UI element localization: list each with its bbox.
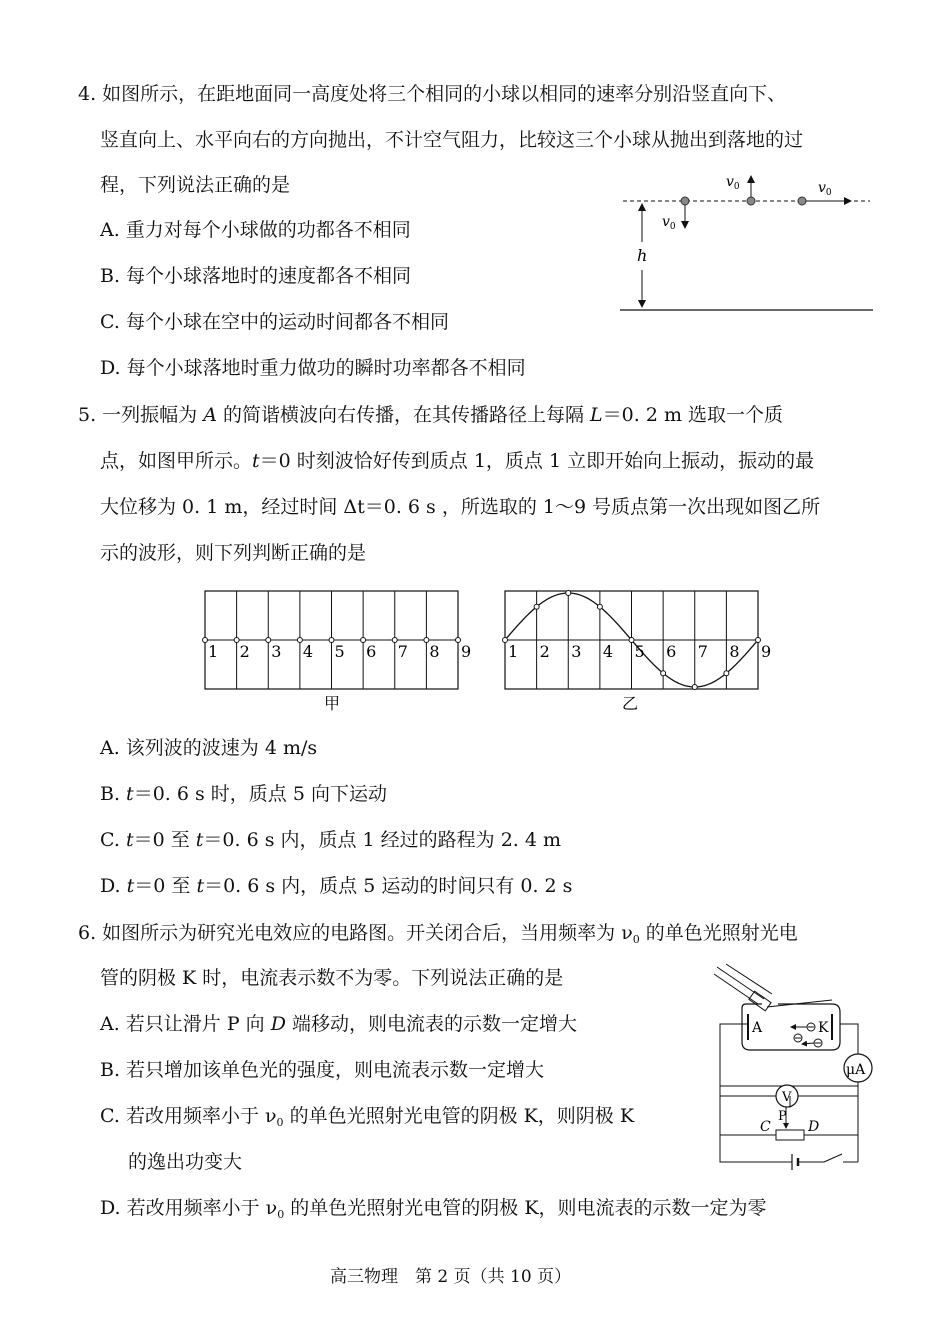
particle-label: 9 — [461, 642, 472, 661]
particle-point — [724, 671, 729, 676]
q4-option-d: D. 每个小球落地时重力做功的瞬时功率都各不相同 — [100, 357, 526, 379]
q5-stem-line2: 点，如图甲所示。t＝0 时刻波恰好传到质点 1，质点 1 立即开始向上振动，振动的最 — [100, 450, 815, 472]
particle-point — [266, 638, 271, 643]
light-ray-1 — [717, 967, 764, 999]
q4-stem-line3: 程，下列说法正确的是 — [100, 174, 291, 196]
microammeter-label: μA — [846, 1062, 866, 1078]
ball-right — [798, 197, 806, 205]
v0-up-label: $v_0$ — [726, 174, 740, 192]
fig-yi-caption: 乙 — [622, 694, 639, 713]
particle-point — [629, 638, 634, 643]
ball-down — [681, 197, 689, 205]
q6-option-c: C. 若改用频率小于 $\nu_0$ 的单色光照射光电管的阴极 K，则阴极 K — [100, 1105, 635, 1129]
q6-circuit-figure — [712, 962, 882, 1172]
ball-up — [747, 197, 755, 205]
particle-point — [597, 604, 602, 609]
particle-label: 9 — [761, 642, 772, 661]
particle-label: 8 — [429, 642, 440, 661]
q5-stem-line3: 大位移为 0. 1 m，经过时间 Δt＝0. 6 s ，所选取的 1～9 号质点第一次出现如图乙所 — [100, 496, 821, 518]
q5-option-b: B. t＝0. 6 s 时，质点 5 向下运动 — [100, 783, 387, 805]
particle-point — [756, 638, 761, 643]
q5-option-d: D. t＝0 至 t＝0. 6 s 内，质点 5 运动的时间只有 0. 2 s — [100, 875, 573, 897]
particle-point — [361, 638, 366, 643]
q4-figure — [615, 170, 880, 320]
particle-point — [392, 638, 397, 643]
particle-label: 2 — [539, 642, 550, 661]
q5-figure-yi — [500, 585, 780, 715]
anode-label: A — [752, 1020, 763, 1036]
light-ray-3 — [714, 974, 758, 1004]
particle-point — [297, 638, 302, 643]
fig-jia-caption: 甲 — [324, 694, 341, 713]
q4-stem-line2: 竖直向上、水平向右的方向抛出，不计空气阻力，比较这三个小球从抛出到落地的过 — [100, 129, 804, 151]
v0-right-label: $v_0$ — [818, 180, 832, 198]
rheostat — [776, 1130, 804, 1140]
q6-option-b: B. 若只增加该单色光的强度，则电流表示数一定增大 — [100, 1059, 545, 1081]
v0-down-label: $v_0$ — [662, 214, 676, 232]
particle-label: 7 — [397, 642, 408, 661]
end-c-label: C — [760, 1119, 771, 1135]
q5-stem-line1: 5. 一列振幅为 A 的简谐横波向右传播，在其传播路径上每隔 L＝0. 2 m 选取一个质 — [78, 404, 784, 426]
q4-option-b: B. 每个小球落地时的速度都各不相同 — [100, 265, 412, 287]
q6-option-a: A. 若只让滑片 P 向 D 端移动，则电流表的示数一定增大 — [100, 1013, 577, 1035]
q6-stem-line2: 管的阴极 K 时，电流表示数不为零。下列说法正确的是 — [100, 967, 564, 989]
particle-label: 5 — [634, 642, 645, 661]
voltmeter-label: V — [782, 1090, 792, 1105]
particle-label: 5 — [334, 642, 345, 661]
particle-point — [329, 638, 334, 643]
particle-point — [534, 604, 539, 609]
slider-label: P — [778, 1109, 787, 1124]
switch — [824, 1154, 842, 1162]
q4-option-a: A. 重力对每个小球做的功都各不相同 — [100, 219, 411, 241]
q6-stem-line1: 6. 如图所示为研究光电效应的电路图。开关闭合后，当用频率为 $\nu_0$ 的单色光照射光电 — [78, 922, 798, 946]
particle-label: 1 — [208, 642, 219, 661]
q6-option-c-line2: 的逸出功变大 — [128, 1151, 243, 1173]
particle-point — [503, 638, 508, 643]
end-d-label: D — [808, 1119, 820, 1135]
particle-point — [424, 638, 429, 643]
particle-label: 4 — [302, 642, 314, 661]
q5-stem-line4: 示的波形，则下列判断正确的是 — [100, 542, 367, 564]
particle-label: 4 — [602, 642, 614, 661]
wire-left — [720, 1024, 772, 1162]
particle-point — [234, 638, 239, 643]
tube-window — [749, 991, 771, 1011]
page-footer: 高三物理 第 2 页（共 10 页） — [330, 1267, 572, 1287]
particle-point — [692, 685, 697, 690]
q5-option-c: C. t＝0 至 t＝0. 6 s 内，质点 1 经过的路程为 2. 4 m — [100, 829, 562, 851]
particle-point — [566, 591, 571, 596]
cathode-label: K — [818, 1020, 829, 1036]
particle-label: 6 — [666, 642, 677, 661]
particle-label: 7 — [697, 642, 708, 661]
h-label: h — [637, 246, 648, 265]
q5-option-a: A. 该列波的波速为 4 m/s — [100, 737, 318, 759]
particle-label: 2 — [239, 642, 250, 661]
particle-label: 3 — [571, 642, 582, 661]
q4-stem-line1: 4. 如图所示，在距地面同一高度处将三个相同的小球以相同的速率分别沿竖直向下、 — [78, 83, 787, 105]
light-ray-2 — [726, 964, 772, 994]
particle-label: 3 — [271, 642, 282, 661]
q6-option-d: D. 若改用频率小于 $\nu_0$ 的单色光照射光电管的阴极 K，则电流表的示数一定为零 — [100, 1197, 767, 1221]
particle-point — [661, 671, 666, 676]
particle-label: 6 — [366, 642, 377, 661]
q5-figure-jia — [200, 585, 480, 715]
particle-label: 8 — [729, 642, 740, 661]
particle-point — [456, 638, 461, 643]
particle-label: 1 — [508, 642, 519, 661]
particle-point — [203, 638, 208, 643]
q4-option-c: C. 每个小球在空中的运动时间都各不相同 — [100, 311, 449, 333]
